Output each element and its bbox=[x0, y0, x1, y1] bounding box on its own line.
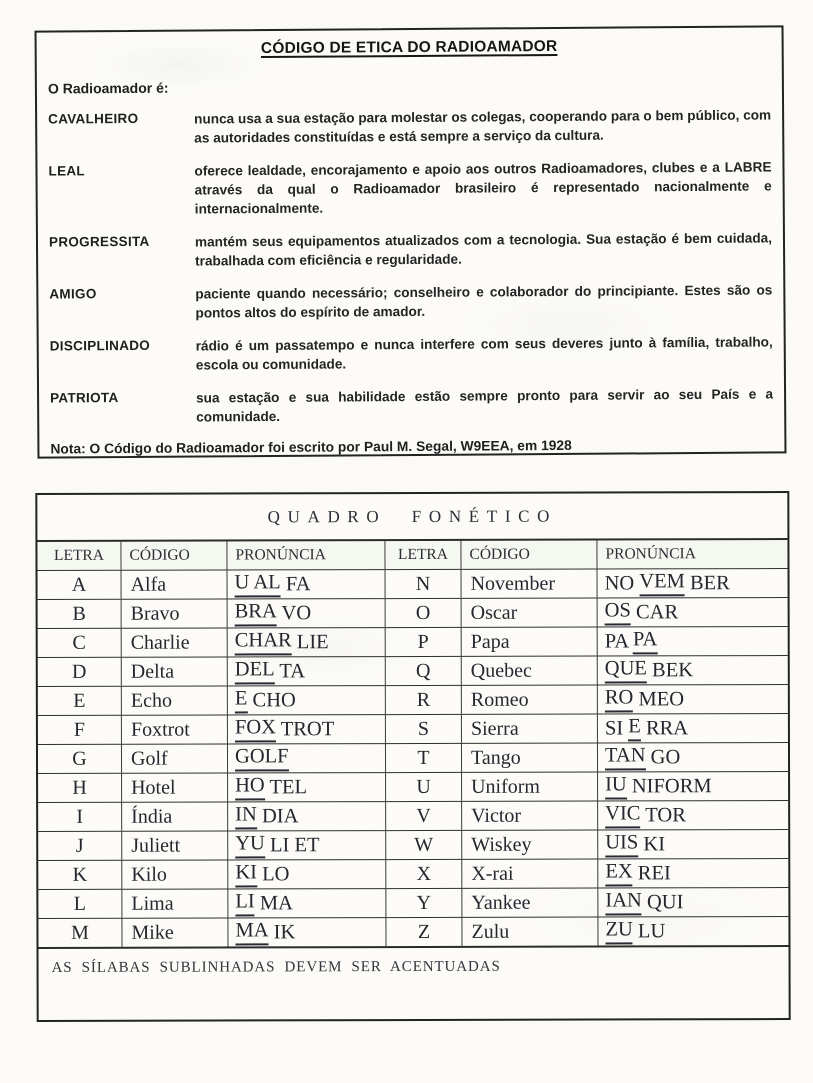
code-cell: Foxtrot bbox=[122, 714, 228, 743]
letter-cell: T bbox=[386, 743, 462, 772]
stressed-syllable: IN bbox=[235, 803, 257, 829]
syllable: NIFORM bbox=[626, 774, 712, 797]
ethics-item-label: PROGRESSITA bbox=[48, 233, 150, 250]
code-cell: Echo bbox=[122, 685, 228, 714]
letter-cell: U bbox=[386, 772, 462, 801]
syllable: NO bbox=[604, 571, 640, 594]
syllable: FA bbox=[280, 572, 311, 595]
pronunciation-cell bbox=[228, 627, 386, 656]
letter-cell: P bbox=[386, 627, 462, 656]
code-cell: Mike bbox=[122, 917, 228, 946]
pronunciation-cell bbox=[598, 800, 788, 829]
code-cell: Índia bbox=[122, 801, 228, 830]
syllable: REI bbox=[632, 861, 671, 884]
stressed-syllable: LI bbox=[235, 890, 254, 916]
pronunciation-cell bbox=[228, 801, 386, 830]
code-cell: November bbox=[462, 569, 598, 598]
stressed-syllable: TAN bbox=[605, 744, 646, 770]
code-cell: Kilo bbox=[122, 859, 228, 888]
pronunciation-cell bbox=[598, 597, 788, 626]
stressed-syllable: BRA bbox=[235, 600, 277, 626]
letter-cell: C bbox=[38, 628, 122, 657]
syllable: SI bbox=[604, 716, 629, 739]
code-cell: Papa bbox=[462, 627, 598, 656]
stressed-syllable: CHAR bbox=[235, 629, 292, 655]
stressed-syllable: GOLF bbox=[235, 745, 289, 771]
syllable: VO bbox=[276, 601, 312, 624]
pronunciation-cell bbox=[228, 917, 386, 946]
stressed-syllable: E bbox=[628, 715, 641, 741]
syllable: MA bbox=[254, 891, 293, 914]
code-cell: Lima bbox=[122, 888, 228, 917]
pronunciation-cell bbox=[598, 771, 788, 800]
code-cell: Golf bbox=[122, 743, 228, 772]
syllable: DIA bbox=[256, 804, 299, 827]
syllable: BEK bbox=[646, 658, 694, 681]
pronunciation-cell bbox=[598, 742, 788, 771]
ethics-item bbox=[50, 332, 773, 375]
ethics-item bbox=[49, 280, 772, 323]
pronunciation-cell bbox=[228, 598, 386, 627]
ethics-box bbox=[35, 25, 787, 458]
letter-cell: F bbox=[38, 715, 122, 744]
ethics-item bbox=[49, 228, 772, 271]
syllable: LI ET bbox=[264, 833, 320, 856]
pronunciation-cell bbox=[598, 829, 788, 858]
stressed-syllable: VIC bbox=[605, 802, 640, 828]
code-cell: Hotel bbox=[122, 772, 228, 801]
letter-cell: V bbox=[386, 801, 462, 830]
letter-cell: D bbox=[38, 657, 122, 686]
ethics-intro: O Radioamador é: bbox=[47, 79, 169, 97]
ethics-item-label: DISCIPLINADO bbox=[49, 337, 151, 354]
stressed-syllable: DEL bbox=[235, 658, 275, 684]
pronunciation-cell bbox=[228, 569, 386, 598]
code-cell: Uniform bbox=[462, 772, 598, 801]
letter-cell: G bbox=[38, 744, 122, 773]
letter-cell: L bbox=[38, 889, 122, 918]
code-cell: Bravo bbox=[122, 598, 228, 627]
code-cell: Oscar bbox=[462, 598, 598, 627]
ethics-item-label: LEAL bbox=[48, 163, 86, 179]
ethics-list bbox=[48, 105, 773, 427]
code-cell: Victor bbox=[462, 801, 598, 830]
letter-cell: I bbox=[38, 802, 122, 831]
syllable: CHO bbox=[247, 688, 296, 711]
pronunciation-cell bbox=[598, 626, 788, 655]
ethics-item-label: PATRIOTA bbox=[50, 390, 119, 406]
letter-cell: N bbox=[386, 569, 462, 598]
ethics-item-text: paciente quando necessário; conselheiro e colaborador do principiante. Estes são os pontos altos do espírito de amador. bbox=[195, 282, 773, 321]
ethics-item-text: mantém seus equipamentos atualizados com a tecnologia. Sua estação é bem cuidada, trabalhada com eficiência e regularidade. bbox=[194, 230, 773, 269]
stressed-syllable: KI bbox=[235, 861, 257, 887]
pronunciation-cell bbox=[598, 916, 788, 945]
header-cell: PRONÚNCIA bbox=[597, 540, 787, 568]
stressed-syllable: PA bbox=[633, 628, 657, 654]
stressed-syllable: EX bbox=[605, 860, 632, 886]
syllable: IK bbox=[268, 920, 296, 943]
ethics-item bbox=[48, 105, 771, 148]
code-cell: Charlie bbox=[122, 627, 228, 656]
pronunciation-cell bbox=[598, 568, 788, 597]
code-cell: Yankee bbox=[462, 888, 598, 917]
pronunciation-cell bbox=[598, 713, 788, 742]
pronunciation-cell bbox=[228, 888, 386, 917]
pronunciation-cell bbox=[228, 714, 386, 743]
letter-cell: X bbox=[386, 859, 462, 888]
letter-cell: Q bbox=[386, 656, 462, 685]
pronunciation-cell bbox=[598, 655, 788, 684]
pronunciation-cell bbox=[228, 656, 386, 685]
ethics-item-text: rádio é um passatempo e nunca interfere com seus deveres junto à família, trabalho, escola ou comunidade. bbox=[195, 334, 773, 373]
letter-cell: W bbox=[386, 830, 462, 859]
ethics-item-text: sua estação e sua habilidade estão sempre pronto para servir ao seu País e a comunidade. bbox=[196, 386, 774, 425]
letter-cell: A bbox=[38, 570, 122, 599]
ethics-item bbox=[48, 157, 771, 219]
pronunciation-cell bbox=[228, 830, 386, 859]
ethics-item bbox=[50, 384, 773, 427]
code-cell: X-rai bbox=[462, 859, 598, 888]
stressed-syllable: IU bbox=[605, 773, 627, 799]
pronunciation-cell bbox=[598, 858, 788, 887]
header-cell: LETRA bbox=[37, 542, 121, 570]
pronunciation-cell bbox=[228, 772, 386, 801]
header-cell: CÓDIGO bbox=[121, 541, 227, 569]
stressed-syllable: MA bbox=[235, 919, 268, 945]
pronunciation-cell bbox=[228, 685, 386, 714]
letter-cell: Y bbox=[386, 888, 462, 917]
stressed-syllable: YU bbox=[235, 832, 265, 858]
ethics-title: CÓDIGO DE ETICA DO RADIOAMADOR bbox=[260, 37, 558, 58]
stressed-syllable: UIS bbox=[605, 831, 638, 857]
syllable: KI bbox=[638, 832, 666, 855]
syllable: CAR bbox=[630, 600, 679, 623]
syllable: LU bbox=[632, 919, 666, 942]
header-cell: CÓDIGO bbox=[461, 541, 597, 569]
syllable: BER bbox=[684, 571, 730, 594]
pronunciation-cell bbox=[228, 743, 386, 772]
ethics-item-text: oferece lealdade, encorajamento e apoio aos outros Radioamadores, clubes e a LABRE através da qual o Radioamador brasileiro é representado nacionalmente e internacionalmente. bbox=[194, 159, 772, 217]
pronunciation-cell bbox=[598, 684, 788, 713]
stressed-syllable: E bbox=[235, 687, 248, 713]
pronunciation-cell bbox=[598, 887, 788, 916]
stressed-syllable: FOX bbox=[235, 716, 276, 742]
stressed-syllable: VEM bbox=[639, 570, 685, 596]
code-cell: Alfa bbox=[122, 569, 228, 598]
stressed-syllable: QUE bbox=[605, 657, 647, 683]
pronunciation-cell bbox=[228, 859, 386, 888]
code-cell: Tango bbox=[462, 743, 598, 772]
code-cell: Juliett bbox=[122, 830, 228, 859]
stressed-syllable: U AL bbox=[235, 571, 281, 597]
header-cell: LETRA bbox=[385, 541, 461, 569]
letter-cell: O bbox=[386, 598, 462, 627]
syllable: TROT bbox=[275, 717, 335, 740]
code-cell: Romeo bbox=[462, 685, 598, 714]
syllable: LO bbox=[256, 862, 290, 885]
letter-cell: H bbox=[38, 773, 122, 802]
letter-cell: Z bbox=[386, 917, 462, 946]
stressed-syllable: OS bbox=[605, 599, 631, 625]
ethics-item-label: AMIGO bbox=[49, 286, 97, 302]
letter-cell: B bbox=[38, 599, 122, 628]
ethics-item-label: CAVALHEIRO bbox=[48, 110, 139, 127]
letter-cell: J bbox=[38, 831, 122, 860]
letter-cell: E bbox=[38, 686, 122, 715]
code-cell: Quebec bbox=[462, 656, 598, 685]
stressed-syllable: IAN bbox=[605, 889, 642, 915]
phonetic-title: QUADRO FONÉTICO bbox=[267, 506, 558, 527]
phonetic-footer: AS SÍLABAS SUBLINHADAS DEVEM SER ACENTUADAS bbox=[51, 958, 501, 976]
letter-cell: M bbox=[38, 918, 122, 947]
letter-cell: S bbox=[386, 714, 462, 743]
syllable: MEO bbox=[633, 687, 685, 710]
stressed-syllable: RO bbox=[605, 686, 634, 712]
code-cell: Delta bbox=[122, 656, 228, 685]
stressed-syllable: ZU bbox=[605, 918, 632, 944]
syllable: TOR bbox=[640, 803, 686, 826]
syllable: PA bbox=[604, 629, 634, 652]
stressed-syllable: HO bbox=[235, 774, 265, 800]
code-cell: Wiskey bbox=[462, 830, 598, 859]
phonetic-box bbox=[35, 491, 790, 1022]
letter-cell: K bbox=[38, 860, 122, 889]
phonetic-table bbox=[37, 538, 788, 949]
letter-cell: R bbox=[386, 685, 462, 714]
syllable: QUI bbox=[641, 890, 684, 913]
syllable: TEL bbox=[264, 775, 308, 798]
syllable: RRA bbox=[640, 716, 689, 739]
syllable: TA bbox=[274, 659, 306, 682]
syllable: LIE bbox=[291, 630, 329, 653]
header-cell: PRONÚNCIA bbox=[227, 541, 385, 569]
syllable: GO bbox=[645, 745, 681, 768]
ethics-note: Nota: O Código do Radioamador foi escrito por Paul M. Segal, W9EEA, em 1928 bbox=[50, 437, 572, 457]
code-cell: Zulu bbox=[462, 917, 598, 946]
ethics-item-text: nunca usa a sua estação para molestar os colegas, cooperando para o bem público, com as autoridades constituídas e está sempre a serviço da cultura. bbox=[194, 107, 772, 146]
code-cell: Sierra bbox=[462, 714, 598, 743]
